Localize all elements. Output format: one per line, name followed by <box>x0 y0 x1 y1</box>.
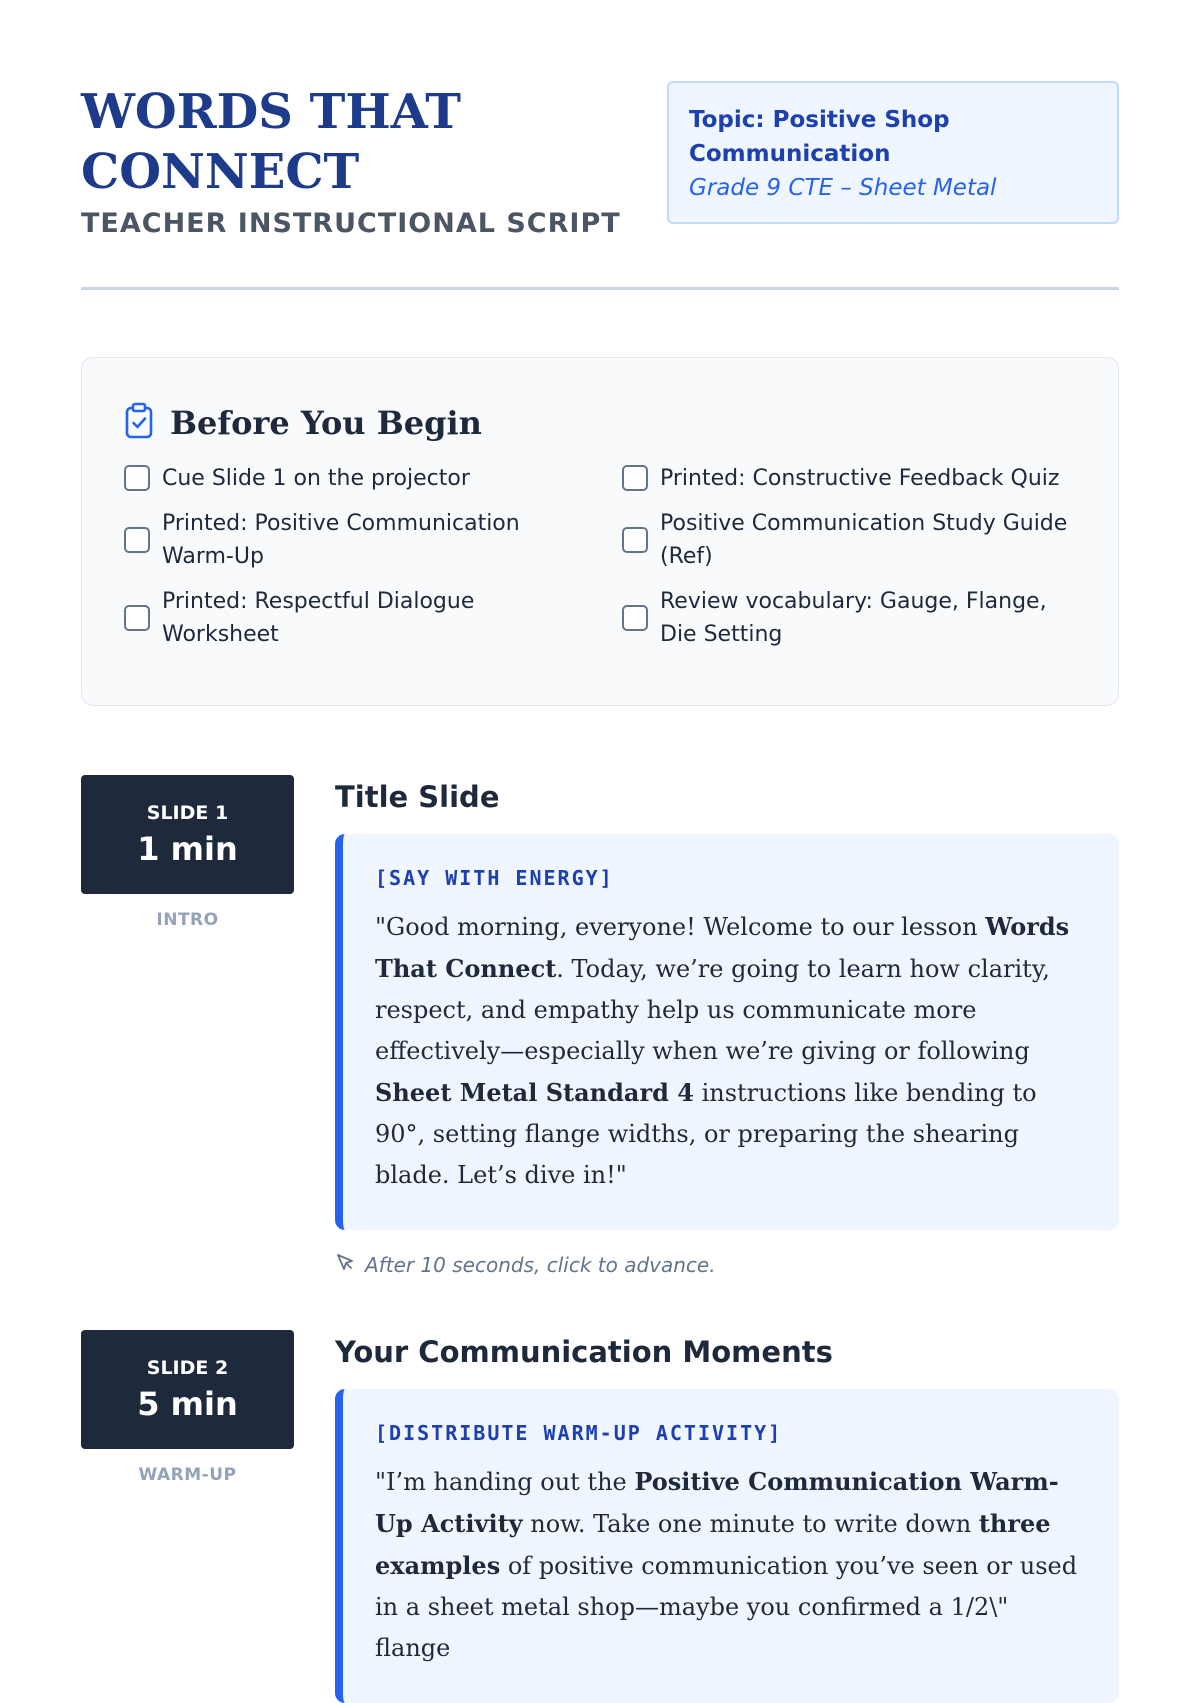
checkbox[interactable] <box>622 527 648 553</box>
slide-phase: WARM-UP <box>138 1465 237 1485</box>
checklist-item[interactable] <box>622 461 1092 495</box>
speech-text: "I’m handing out the <box>375 1468 635 1496</box>
speech-text: instructions like bending to 90°, setting flange widths, or preparing the shearing blade. Let’s dive in!" <box>375 1079 1037 1189</box>
page-title: WORDS THAT CONNECT <box>81 84 462 200</box>
prep-heading: Before You Begin <box>170 404 482 442</box>
speech-text: "Good morning, everyone! Welcome to our lesson <box>375 913 986 941</box>
checkbox[interactable] <box>124 465 150 491</box>
speech-text: . Today, we’re going to learn how clarity, respect, and empathy help us communicate more effectively—especially when we’re giving or following <box>375 955 1050 1065</box>
prep-grid <box>124 461 1076 651</box>
slide-content <box>335 1330 1119 1703</box>
title-block <box>81 82 641 239</box>
slide-content <box>335 775 1119 1277</box>
topic-box <box>667 81 1119 224</box>
advance-note <box>335 1252 1119 1277</box>
checklist-label: Printed: Positive Communication Warm-Up <box>162 511 520 569</box>
script-box <box>335 834 1119 1230</box>
header-divider <box>81 287 1119 290</box>
slide-title: Title Slide <box>335 780 500 814</box>
note-text: After 10 seconds, click to advance. <box>365 1252 716 1277</box>
speech-text: of positive communication you’ve seen or used in a sheet metal shop—maybe you confirmed a 1/2\" flange <box>375 1552 1078 1662</box>
grade-label: Grade 9 CTE – Sheet Metal <box>689 175 997 201</box>
slide-badge <box>81 775 294 894</box>
checklist-item[interactable] <box>124 461 622 495</box>
checkbox[interactable] <box>124 605 150 631</box>
checkbox[interactable] <box>124 527 150 553</box>
script-box <box>335 1389 1119 1703</box>
slide-duration: 5 min <box>137 1384 238 1423</box>
speech-emphasis: three examples <box>375 1509 1051 1580</box>
checklist-label: Review vocabulary: Gauge, Flange, Die Setting <box>660 589 1047 647</box>
checklist-item[interactable] <box>124 585 622 651</box>
checklist-item[interactable] <box>124 507 622 573</box>
slide-section <box>81 1330 1119 1703</box>
slide-duration: 1 min <box>137 829 238 868</box>
slide-meta <box>81 1330 294 1703</box>
teacher-speech <box>375 1461 1087 1669</box>
checklist-label: Printed: Respectful Dialogue Worksheet <box>162 589 475 647</box>
speech-text: now. Take one minute to write down <box>522 1510 979 1538</box>
checklist-item[interactable] <box>622 585 1092 651</box>
prep-header <box>124 398 1076 448</box>
checkbox[interactable] <box>622 605 648 631</box>
checklist-label: Cue Slide 1 on the projector <box>162 465 470 491</box>
slide-badge <box>81 1330 294 1449</box>
slide-number: SLIDE 2 <box>146 1356 229 1379</box>
prep-checklist-card <box>81 357 1119 706</box>
slide-title: Your Communication Moments <box>335 1335 833 1369</box>
speech-emphasis: Words That Connect <box>375 912 1070 983</box>
slide-section <box>81 775 1119 1277</box>
stage-cue: [DISTRIBUTE WARM-UP ACTIVITY] <box>375 1421 783 1445</box>
speech-emphasis: Positive Communication Warm-Up Activity <box>375 1467 1059 1538</box>
page-subtitle: TEACHER INSTRUCTIONAL SCRIPT <box>81 208 621 239</box>
teacher-speech <box>375 906 1087 1196</box>
slide-phase: INTRO <box>156 910 219 930</box>
checklist-label: Printed: Constructive Feedback Quiz <box>660 465 1060 491</box>
checklist-label: Positive Communication Study Guide (Ref) <box>660 511 1068 569</box>
checklist-item[interactable] <box>622 507 1092 573</box>
clipboard-check-icon <box>124 402 154 445</box>
stage-cue: [SAY WITH ENERGY] <box>375 866 614 890</box>
cursor-click-icon <box>335 1252 355 1277</box>
header <box>81 0 1119 239</box>
checkbox[interactable] <box>622 465 648 491</box>
topic-label: Topic: Positive Shop Communication <box>689 107 950 167</box>
slide-meta <box>81 775 294 1277</box>
speech-emphasis: Sheet Metal Standard 4 <box>375 1078 694 1107</box>
slide-number: SLIDE 1 <box>146 801 229 824</box>
